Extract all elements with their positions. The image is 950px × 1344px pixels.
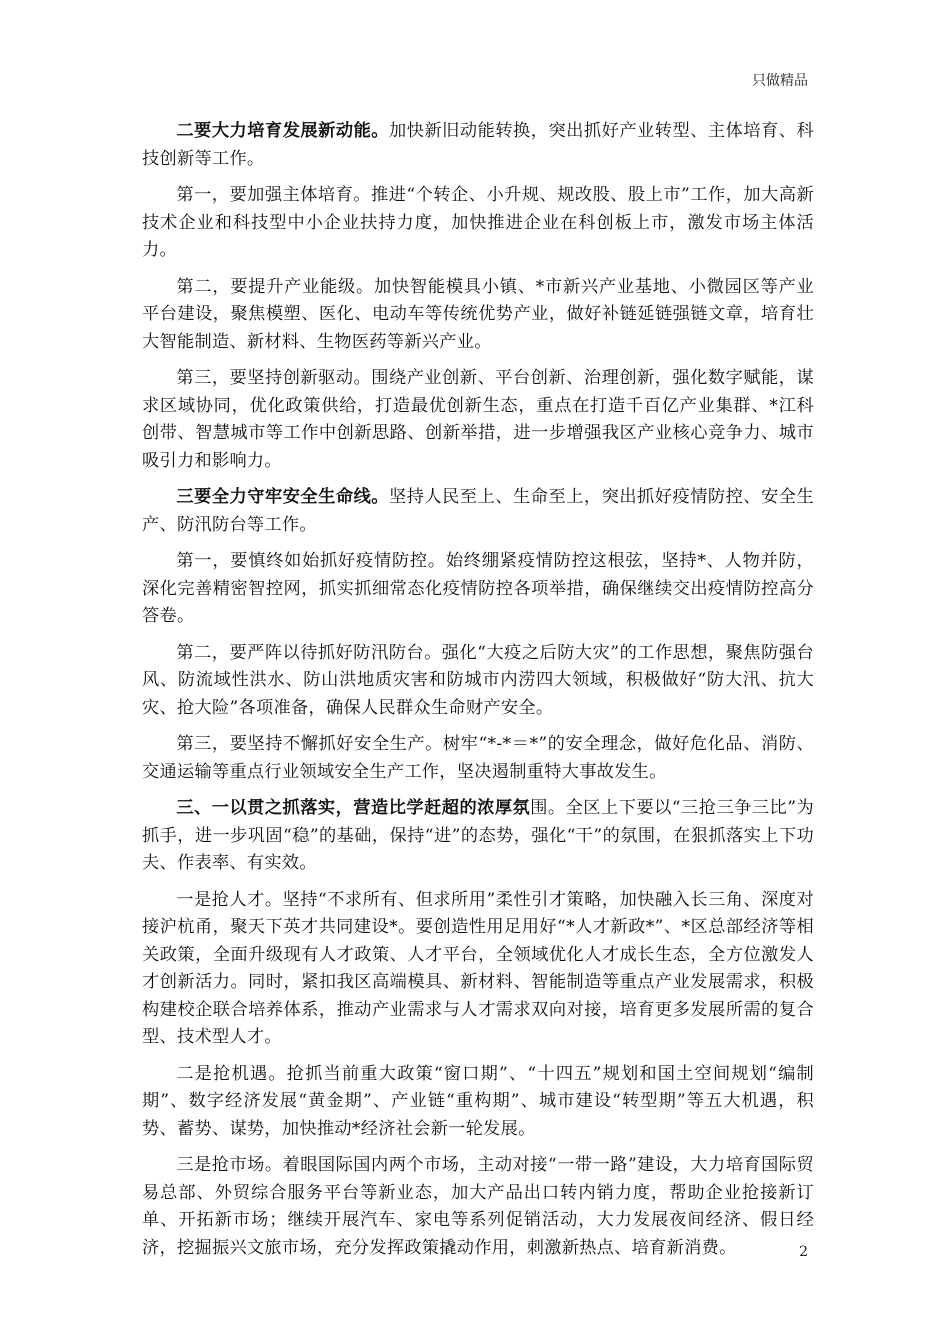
paragraph-text: 坚持人民至上、生命至上，突出抓好疫情防控、安全生产、防汛防台等工作。 — [142, 487, 815, 535]
paragraph — [142, 887, 814, 1052]
paragraph-text: 第三，要坚持创新驱动。围绕产业创新、平台创新、治理创新，强化数字赋能，谋求区域协同，优化政策供给，打造最优创新生态，重点在打造千百亿产业集群、*江科创带、智慧城市等工作中创新思路、创新举措，进一步增强我区产业核心竞争力、城市吸引力和影响力。 — [142, 368, 814, 471]
paragraph — [142, 365, 814, 475]
paragraph-heading: 二要大力培育发展新动能。 — [176, 121, 390, 141]
paragraph-text: 一是抢人才。坚持“不求所有、但求所用”柔性引才策略，加快融入长三角、深度对接沪杭甬，聚天下英才共同建设*。要创造性用足用好“*人才新政*”、*区总部经济等相关政策，全面升级现有人才政策、人才平台，全领域优化人才成长生态，全方位激发人才创新活力。同时，紧扣我区高端模具、新材料、智能制造等重点产业发展需求，积极构建校企联合培养体系，推动产业需求与人才需求双向对接，培育更多发展所需的复合型、技术型人才。 — [142, 889, 814, 1047]
paragraph — [142, 548, 814, 631]
paragraph-heading: 三要全力守牢安全生命线。 — [176, 487, 390, 507]
paragraph — [142, 795, 814, 878]
paragraph-text: 第一，要加强主体培育。推进“个转企、小升规、规改股、股上市”工作，加大高新技术企业和科技型中小企业扶持力度，加快推进企业在科创板上市，激发市场主体活力。 — [142, 185, 814, 260]
paragraph-text: 三是抢市场。着眼国际国内两个市场，主动对接“一带一路”建设，大力培育国际贸易总部、外贸综合服务平台等新业态，加大产品出口转内销力度，帮助企业抢接新订单、开拓新市场；继续开展汽车、家电等系列促销活动，大力发展夜间经济、假日经济，挖掘振兴文旅市场，充分发挥政策撬动作用，刺激新热点、培育新消费。 — [142, 1155, 814, 1258]
paragraph — [142, 640, 814, 723]
paragraph-text: 第二，要严阵以待抓好防汛防台。强化“大疫之后防大灾”的工作思想，聚焦防强台风、防流域性洪水、防山洪地质灾害和防城市内涝四大领域，积极做好“防大汛、抗大灾、抢大险”各项准备，确保人民群众生命财产安全。 — [142, 642, 814, 718]
paragraph — [142, 182, 814, 265]
paragraph — [142, 731, 814, 786]
page-number: 2 — [799, 1244, 808, 1260]
paragraph-text: 第二，要提升产业能级。加快智能模具小镇、*市新兴产业基地、小微园区等产业平台建设，聚焦模塑、医化、电动车等传统优势产业，做好补链延链强链文章，培育壮大智能制造、新材料、生物医药等新兴产业。 — [142, 276, 814, 352]
paragraph-text: 第三，要坚持不懈抓好安全生产。树牢“*-*＝*”的安全理念，做好危化品、消防、交通运输等重点行业领域安全生产工作，坚决遏制重特大事故发生。 — [142, 734, 814, 782]
paragraph-text: 第一，要慎终如始抓好疫情防控。始终绷紧疫情防控这根弦，坚持*、人物并防，深化完善精密智控网，抓实抓细常态化疫情防控各项举措，确保继续交出疫情防控高分答卷。 — [142, 551, 814, 626]
paragraph-text: 加快新旧动能转换，突出抓好产业转型、主体培育、科技创新等工作。 — [142, 121, 815, 169]
paragraph — [142, 118, 814, 173]
paragraph — [142, 484, 814, 539]
paragraph — [142, 274, 814, 357]
paragraph — [142, 1061, 814, 1144]
paragraph-text: 二是抢机遇。抢抓当前重大政策“窗口期”、“十四五”规划和国土空间规划“编制期”、数字经济发展“黄金期”、产业链“重构期”、城市建设“转型期”等五大机遇，积势、蓄势、谋势，加快推动*经济社会新一轮发展。 — [142, 1063, 814, 1139]
page-header: 只做精品 — [752, 73, 808, 89]
document-body — [142, 118, 814, 1271]
paragraph-text: 围。全区上下要以“三抢三争三比”为抓手，进一步巩固“稳”的基础，保持“进”的态势，强化“干”的氛围，在狠抓落实上下功夫、作表率、有实效。 — [142, 798, 814, 873]
paragraph-heading: 三、一以贯之抓落实，营造比学赶超的浓厚氛 — [176, 798, 531, 818]
paragraph — [142, 1152, 814, 1262]
